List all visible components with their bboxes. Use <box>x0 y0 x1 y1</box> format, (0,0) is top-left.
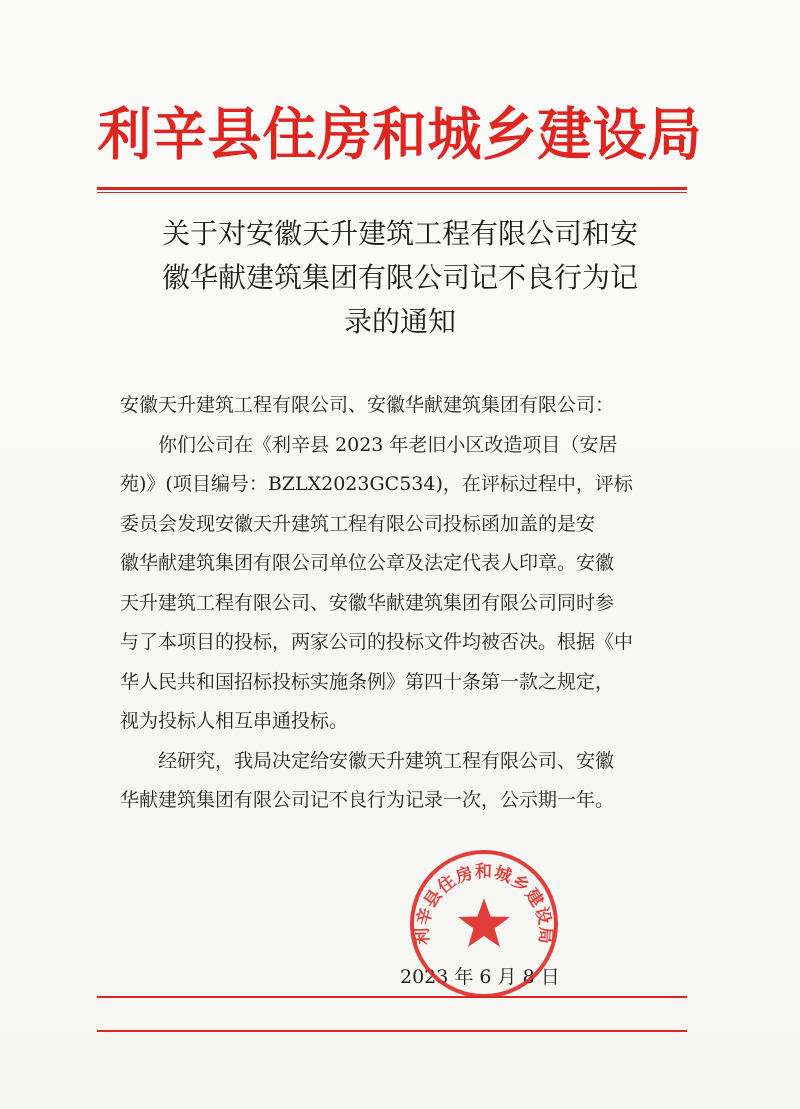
body-line: 天升建筑工程有限公司、安徽华献建筑集团有限公司同时参 <box>120 591 615 614</box>
body-line: 华献建筑集团有限公司记不良行为记录一次，公示期一年。 <box>120 789 615 811</box>
body-line: 经研究，我局决定给安徽天升建筑工程有限公司、安徽 <box>158 749 615 772</box>
body-line: 委员会发现安徽天升建筑工程有限公司投标函加盖的是安 <box>120 512 596 535</box>
seal-star-icon <box>458 898 510 947</box>
body-line: 视为投标人相互串通投标。 <box>120 710 349 732</box>
seal-text: 利辛县住房和城乡建设局 <box>412 862 556 946</box>
body-line: 徽华献建筑集团有限公司单位公章及法定代表人印章。安徽 <box>120 552 615 574</box>
issue-date: 2023 年 6 月 8 日 <box>400 966 560 988</box>
title-line: 录的通知 <box>343 305 456 338</box>
body-line: 苑)》(项目编号：BZLX2023GC534)，在评标过程中，评标 <box>120 473 633 495</box>
header-divider-thick <box>97 187 687 190</box>
body-line: 与了本项目的投标，两家公司的投标文件均被否决。根据《中 <box>120 631 634 653</box>
notice-title <box>100 212 700 344</box>
addressee-line: 安徽天升建筑工程有限公司、安徽华献建筑集团有限公司： <box>120 394 615 416</box>
footer-divider <box>97 996 687 998</box>
title-line: 关于对安徽天升建筑工程有限公司和安 <box>161 217 638 250</box>
official-seal-stamp <box>408 848 560 1000</box>
header-divider-thin <box>97 192 687 193</box>
body-line: 你们公司在《利辛县 2023 年老旧小区改造项目（安居 <box>158 433 618 456</box>
body-line: 华人民共和国招标投标实施条例》第四十条第一款之规定， <box>120 670 615 693</box>
issuer-masthead: 利辛县住房和城乡建设局 <box>97 100 703 168</box>
title-line: 徽华献建筑集团有限公司记不良行为记 <box>161 261 638 294</box>
footer-divider <box>97 1030 687 1032</box>
notice-body <box>120 386 680 821</box>
